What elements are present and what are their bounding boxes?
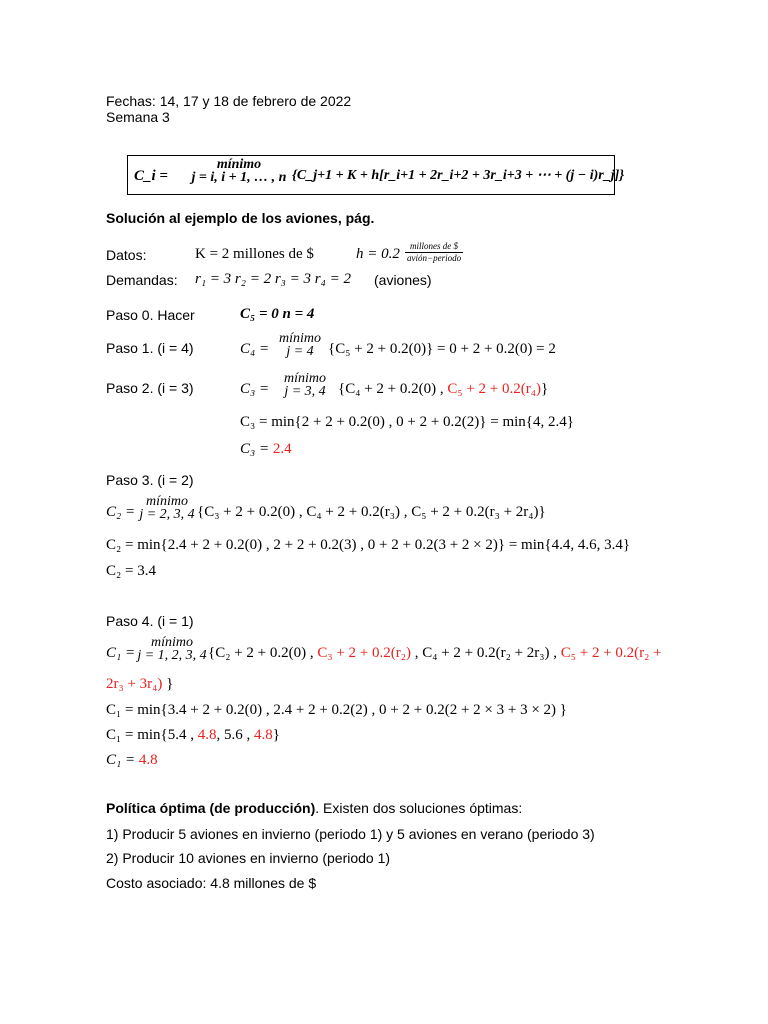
paso4-expr-b: , C₄ + 2 + 0.2(r₂ + 2r₃) , [414,645,558,661]
politica-item-2: 2) Producir 10 aviones en invierno (periodo 1) [106,850,391,866]
week-line: Semana 3 [106,109,170,125]
dates-line: Fechas: 14, 17 y 18 de febrero de 2022 [106,93,352,109]
paso4-line4-highlight-2: 4.8 [253,727,273,743]
paso4-line4-a: C₁ = min{5.4 , [106,727,194,743]
paso2-lhs: C₃ = [240,381,270,397]
paso4-expr-a: {C₂ + 2 + 0.2(0) , [208,645,314,661]
paso3-expr: {C₃ + 2 + 0.2(0) , C₄ + 2 + 0.2(r₃) , C₅ + 2 + 0.2(r₃ + 2r₄)} [197,504,546,520]
paso1-min-label: mínimo [279,331,321,346]
demandas-label: Demandas: [106,272,178,288]
demandas-unit: (aviones) [374,272,432,288]
datos-label: Datos: [106,247,147,263]
datos-k: K = 2 millones de $ [195,246,314,262]
paso4-cont-highlight: 2r₃ + 3r₄) [106,676,163,692]
paso2-expr-a: {C₄ + 2 + 0.2(0) , [338,381,444,397]
paso3-label: Paso 3. (i = 2) [106,472,194,488]
paso4-line5 [106,752,158,768]
section-title: Solución al ejemplo de los aviones, pág. [106,210,375,226]
paso2-label: Paso 2. (i = 3) [106,380,194,396]
datos-h-denominator: avión−periodo [407,253,462,263]
paso2-line3-value: 2.4 [272,441,292,457]
paso0-expr: C₅ = 0 n = 4 [240,306,315,322]
paso1-min-range: j = 4 [286,344,314,359]
paso3-lhs: C₂ = [106,504,136,520]
paso4-expr-highlight-2: C₅ + 2 + 0.2(r₂ + [560,645,662,661]
formula-rhs: {C_j+1 + K + h[r_i+1 + 2r_i+2 + 3r_i+3 + ⋯ + (j − i)r_j]} [292,168,625,183]
paso2-min-operator [274,372,336,398]
paso1-label: Paso 1. (i = 4) [106,340,194,356]
paso3-line3: C₂ = 3.4 [106,563,156,579]
paso4-expr [208,645,662,661]
paso4-min-operator [136,636,208,662]
politica-rest: . Existen dos soluciones óptimas: [315,800,523,816]
paso4-line3: C₁ = min{3.4 + 2 + 0.2(0) , 2.4 + 2 + 0.2(2) , 0 + 2 + 0.2(2 + 2 × 3 + 3 × 2) } [106,702,567,718]
paso1-lhs: C₄ = [240,341,270,357]
paso4-line4-highlight-1: 4.8 [197,727,217,743]
formula-min-operator [186,158,292,184]
politica-title: Política óptima (de producción) [106,800,316,816]
demandas-values: r₁ = 3 r₂ = 2 r₃ = 3 r₄ = 2 [195,271,351,287]
paso2-line2: C₃ = min{2 + 2 + 0.2(0) , 0 + 2 + 0.2(2)} = min{4, 2.4} [240,414,574,430]
paso4-cont-close: } [166,676,174,692]
paso0-label: Paso 0. Hacer [106,307,195,323]
paso4-line5-lhs: C₁ = [106,752,136,768]
paso3-min-label: mínimo [146,494,188,509]
paso2-min-range: j = 3, 4 [284,384,326,399]
paso3-line2: C₂ = min{2.4 + 2 + 0.2(0) , 2 + 2 + 0.2(3) , 0 + 2 + 0.2(3 + 2 × 2)} = min{4.4, 4.6, 3.4} [106,537,631,553]
datos-h-fraction [405,241,463,264]
paso4-min-label: mínimo [151,635,193,650]
paso4-label: Paso 4. (i = 1) [106,613,194,629]
paso4-line4-b: , 5.6 , [216,727,251,743]
paso4-line4-c: } [272,727,280,743]
paso2-expr-b: } [540,381,549,397]
formula-min-range: j = i, i + 1, … , n [191,170,287,185]
paso2-min-label: mínimo [284,371,326,386]
paso4-expr-continuation [106,676,173,692]
paso1-min-operator [274,332,326,358]
paso4-line4 [106,727,280,743]
paso4-min-range: j = 1, 2, 3, 4 [137,648,207,663]
paso2-line3-lhs: C₃ = [240,441,270,457]
paso4-line5-value: 4.8 [138,752,158,768]
paso3-min-range: j = 2, 3, 4 [139,507,195,522]
formula-lhs: C_i = [134,168,168,184]
paso4-lhs: C₁ = [106,645,136,661]
paso2-line3 [240,441,292,457]
paso2-expr-highlight: C₅ + 2 + 0.2(r₄) [447,381,541,397]
datos-h: h = 0.2 [356,246,400,262]
paso4-expr-highlight-1: C₃ + 2 + 0.2(r₂) [317,645,411,661]
formula-min-label: mínimo [216,157,262,172]
paso3-min-operator [136,495,198,521]
politica-heading [106,800,522,816]
politica-cost: Costo asociado: 4.8 millones de $ [106,875,317,891]
paso2-expr [338,381,548,397]
politica-item-1: 1) Producir 5 aviones en invierno (periodo 1) y 5 aviones en verano (periodo 3) [106,826,595,842]
datos-h-numerator: millones de $ [405,241,463,253]
paso1-expr: {C₅ + 2 + 0.2(0)} = 0 + 2 + 0.2(0) = 2 [328,341,556,357]
